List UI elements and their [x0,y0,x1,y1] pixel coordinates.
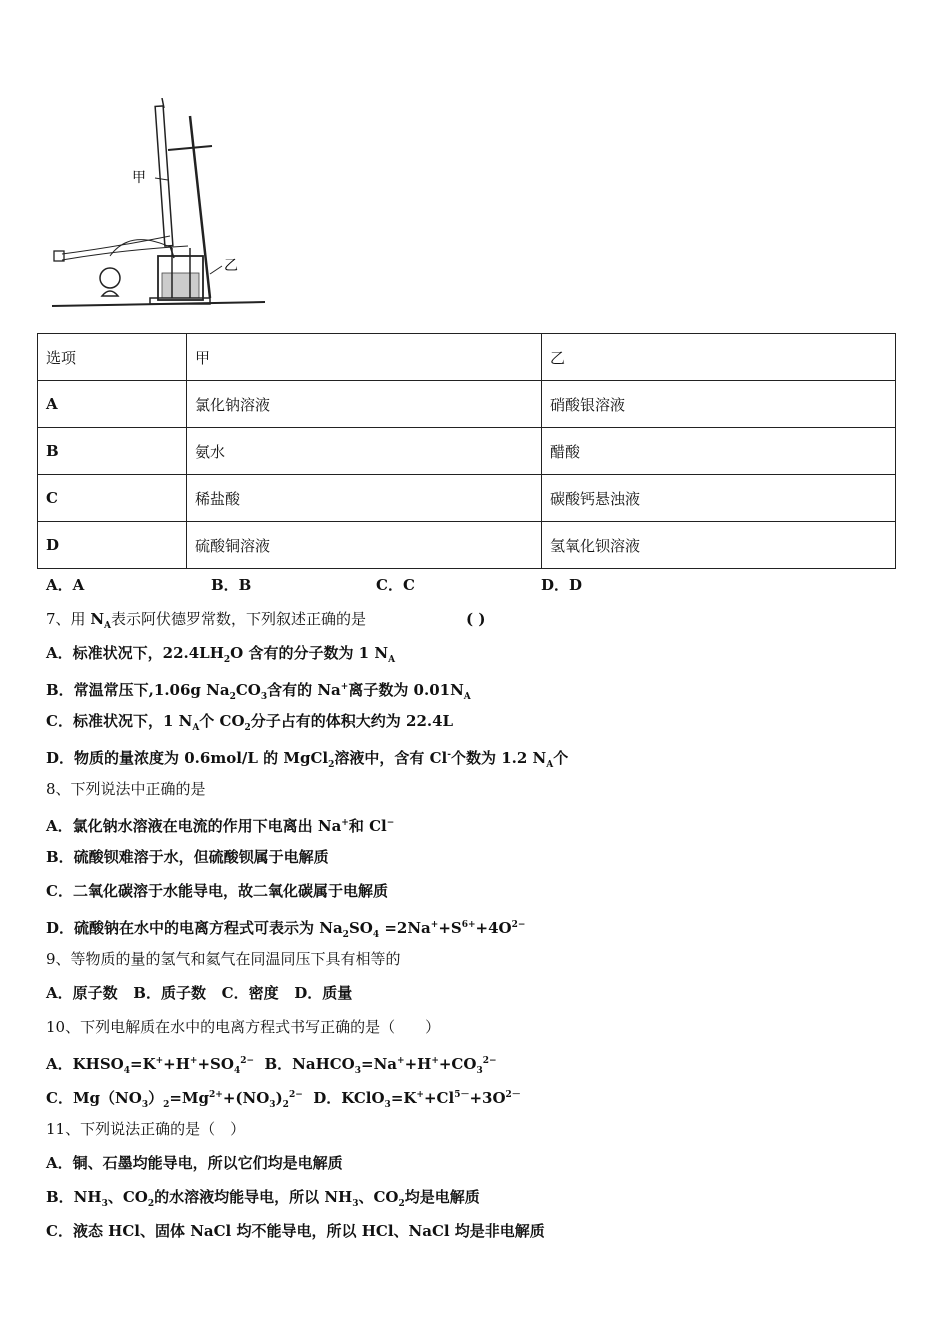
q8-stem: 8、下列说法中正确的是 [46,780,206,798]
table-cell: 氨水 [187,428,542,475]
q11-option-c: C．液态 HCl、固体 NaCl 均不能导电，所以 HCl、NaCl 均是非电解质 [46,1222,545,1240]
q9-options: A．原子数 B．质子数 C．密度 D．质量 [46,984,353,1002]
q11-stem: 11、下列说法正确的是（ ） [46,1120,246,1138]
table-cell: B [38,428,187,475]
table-cell: 乙 [542,334,896,381]
q8-option-a: A．氯化钠水溶液在电流的作用下电离出 Na+和 Cl− [46,817,395,835]
table-cell: 醋酸 [542,428,896,475]
label-yi: 乙 [224,258,238,274]
q10-stem: 10、下列电解质在水中的电离方程式书写正确的是（ ） [46,1018,441,1036]
table-cell: 氢氧化钡溶液 [542,522,896,569]
table-cell: 选项 [38,334,187,381]
q8-option-c: C．二氧化碳溶于水能导电，故二氧化碳属于电解质 [46,882,388,900]
table-cell: D [38,522,187,569]
q10-options-ab: A．$KHSO_4=K^++H^++SO_4^{2-}$ B．$NaHCO_3=Na^++H^++CO_3^{2-}$ [46,1055,497,1076]
q8-option-b: B．硫酸钡难溶于水，但硫酸钡属于电解质 [46,848,329,866]
q6-choices [46,575,582,595]
table-cell: C [38,475,187,522]
table-row [38,428,896,475]
table-header-row [38,334,896,381]
table-row [38,381,896,428]
options-table [37,333,896,569]
table-cell: 硫酸铜溶液 [187,522,542,569]
q7-option-c: C．标准状况下，1 $N_A$个 $CO_2$分子占有的体积大约为 22.4L [46,712,454,733]
label-jia: 甲 [132,170,146,186]
conductivity-apparatus-figure [50,98,270,313]
choice-b: B．B [211,576,252,594]
table-row [38,475,896,522]
q11-option-b: B．$NH_3$、$CO_2$的水溶液均能导电，所以 $NH_3$、$CO_2$均是电解质 [46,1188,480,1209]
choice-d: D．D [541,576,583,594]
table-cell: 碳酸钙悬浊液 [542,475,896,522]
table-cell: A [38,381,187,428]
q10-options-cd: C．$Mg(NO_3)_2=Mg^{2+}+(NO_3)_2^{2-}$ D．$KClO_3=K^++Cl^{5-}+3O^{2-}$ [46,1089,521,1110]
q7-option-d: D．物质的量浓度为 0.6mol/L 的 MgCl$_2$溶液中，含有 Cl-个数为 1.2 $N_A$个 [46,749,569,770]
q8-option-d: D．硫酸钠在水中的电离方程式可表示为 $Na_2SO_4 =2Na^++S^{6+}+4O^{2-}$ [46,919,526,940]
table-cell: 硝酸银溶液 [542,381,896,428]
choice-c: C．C [376,576,415,594]
table-cell: 稀盐酸 [187,475,542,522]
q7-option-b: B．常温常压下,1.06g $Na_2CO_3$含有的 Na+离子数为 $0.01N_A$ [46,681,471,702]
q9-stem: 9、等物质的量的氢气和氦气在同温同压下具有相等的 [46,950,401,968]
table-cell: 甲 [187,334,542,381]
table-cell: 氯化钠溶液 [187,381,542,428]
q11-option-a: A．铜、石墨均能导电，所以它们均是电解质 [46,1154,343,1172]
table-row [38,522,896,569]
q7-stem: 7、用 $N_A$表示阿伏德罗常数，下列叙述正确的是 ( ) [46,610,486,631]
q7-option-a: A．标准状况下，$22.4LH_2O$ 含有的分子数为 1 $N_A$ [46,644,396,665]
choice-a: A．A [46,576,85,594]
